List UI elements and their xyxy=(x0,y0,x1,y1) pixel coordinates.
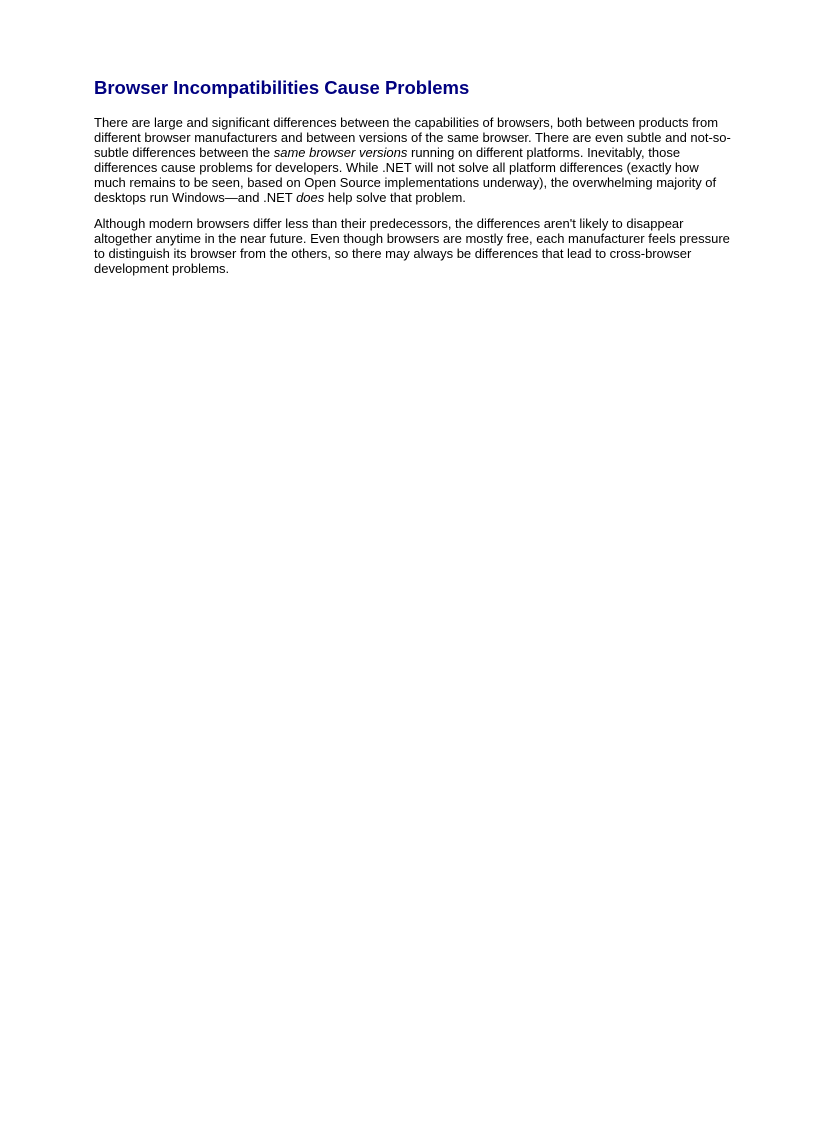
paragraph-modern-browsers: Although modern browsers differ less than their predecessors, the differences aren't likely to disappear altogether anytime in the near future. Even though browsers are mostly free, each manufacturer feels pressure to distinguish its browser from the others, so there may always be differences that lead to cross-browser development problems. xyxy=(94,216,730,276)
section-heading: Browser Incompatibilities Cause Problems xyxy=(94,77,470,98)
paragraph-1-text-b: running on different platforms. Inevitably, those differences cause problems for developers. While .NET will not solve all platform differences (exactly how much remains to be seen, based on Open Source implementations underway), the overwhelming majority of desktops run Windows—and .NET xyxy=(94,145,717,205)
paragraph-1-text-a: There are large and significant differences between the capabilities of browsers, both between products from different browser manufacturers and between versions of the same browser. There are even subtle and not-so-subtle differences between the xyxy=(94,115,731,160)
paragraph-1-text-c: help solve that problem. xyxy=(324,190,466,205)
paragraph-browser-differences xyxy=(94,115,734,205)
emphasis-same-browser-versions: same browser versions xyxy=(273,145,408,160)
emphasis-does: does xyxy=(296,190,325,205)
document-page xyxy=(94,77,734,287)
